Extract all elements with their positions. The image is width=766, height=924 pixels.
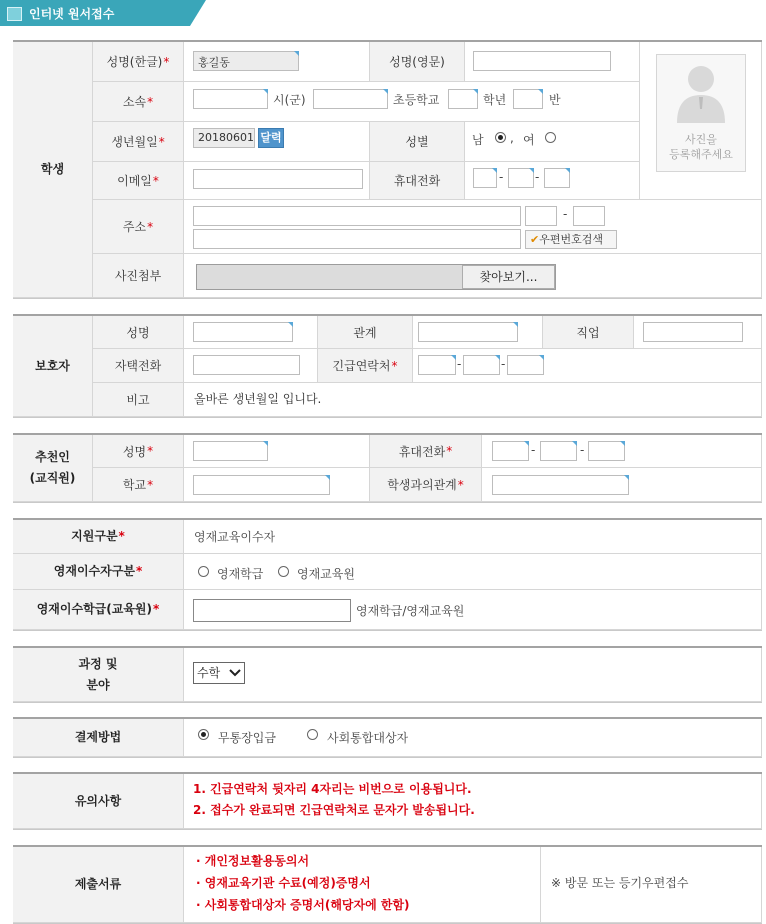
photo-placeholder-text1: 사진을 <box>685 133 717 146</box>
payment-opt1-radio[interactable] <box>198 729 209 740</box>
chevron-down-icon <box>229 669 241 677</box>
home-phone-label: 자택전화 <box>93 349 184 383</box>
emergency-label: 긴급연락처 * <box>318 349 413 383</box>
rec-relation-input[interactable] <box>492 475 629 495</box>
city-input[interactable] <box>193 89 268 109</box>
class-input[interactable] <box>513 89 543 109</box>
rec-mobile-label: 휴대전화 * <box>370 435 482 468</box>
mobile-3-input[interactable] <box>544 168 570 188</box>
course-label: 과정 및 분야 <box>13 648 184 702</box>
student-section-label: 학생 <box>13 42 93 298</box>
address-2-input[interactable] <box>193 229 521 249</box>
payment-label: 결제방법 <box>13 719 184 757</box>
apply-label: 지원구분 * <box>13 520 184 554</box>
affiliation-label: 소속 * <box>93 82 184 122</box>
gender-label: 성별 <box>370 122 465 162</box>
emergency-2-input[interactable] <box>463 355 500 375</box>
page-title: 인터넷 원서접수 <box>29 7 115 21</box>
name-kr-input[interactable]: 홍길동 <box>193 51 299 71</box>
menu-icon <box>7 7 22 21</box>
student-section <box>13 40 762 299</box>
class-suffix: 반 <box>549 93 561 107</box>
rec-school-label: 학교 * <box>93 468 184 502</box>
school-suffix: 초등학교 <box>393 93 440 107</box>
completion-opt1-label: 영재학급 <box>217 567 264 581</box>
payment-opt1-label: 무통장입금 <box>218 731 276 745</box>
apply-value: 영재교육이수자 <box>194 530 276 544</box>
mobile-label: 휴대전화 <box>370 162 465 200</box>
guardian-name-label: 성명 <box>93 316 184 349</box>
grade-suffix: 학년 <box>483 93 507 107</box>
recommender-section <box>13 433 762 503</box>
guardian-section-label: 보호자 <box>13 316 93 417</box>
completion-opt1-radio[interactable] <box>198 566 209 577</box>
person-silhouette-icon <box>657 55 745 129</box>
payment-opt2-label: 사회통합대상자 <box>327 731 409 745</box>
guardian-name-input[interactable] <box>193 322 293 342</box>
check-icon: ✔ <box>530 233 540 246</box>
city-suffix: 시(군) <box>273 93 306 107</box>
document-item1: · 개인정보활용동의서 <box>196 854 310 868</box>
rec-relation-label: 학생과의관계 * <box>370 468 482 502</box>
name-en-label: 성명(영문) <box>370 42 465 82</box>
course-select[interactable]: 수학 <box>193 662 245 684</box>
emergency-1-input[interactable] <box>418 355 456 375</box>
note-value: 올바른 생년월일 입니다. <box>194 392 322 406</box>
rec-mobile-2-input[interactable] <box>540 441 577 461</box>
school-input[interactable] <box>313 89 388 109</box>
browse-button[interactable]: 찾아보기... <box>462 265 555 289</box>
address-1-input[interactable] <box>193 206 521 226</box>
document-item3: · 사회통합대상자 증명서(해당자에 한함) <box>196 898 410 912</box>
rec-school-input[interactable] <box>193 475 330 495</box>
notice-line1: 1. 긴급연락처 뒷자리 4자리는 비번으로 이용됩니다. <box>193 782 472 796</box>
notice-label: 유의사항 <box>13 774 184 829</box>
email-input[interactable] <box>193 169 363 189</box>
photo-placeholder[interactable] <box>656 54 746 172</box>
gender-female-label: 여 <box>523 133 535 147</box>
gifted-class-hint: 영재학급/영재교육원 <box>356 604 465 618</box>
home-phone-input[interactable] <box>193 355 300 375</box>
submission-method: ※ 방문 또는 등기우편접수 <box>551 876 689 890</box>
name-en-input[interactable] <box>473 51 611 71</box>
rec-name-label: 성명 * <box>93 435 184 468</box>
mobile-2-input[interactable] <box>508 168 534 188</box>
completion-opt2-label: 영재교육원 <box>297 567 355 581</box>
course-section <box>13 646 762 703</box>
gifted-class-input[interactable] <box>193 599 351 622</box>
calendar-button[interactable]: 달력 <box>258 128 284 148</box>
zipcode-2-input[interactable] <box>573 206 605 226</box>
gifted-class-label: 영재이수학급(교육원) * <box>13 590 184 630</box>
zipcode-1-input[interactable] <box>525 206 557 226</box>
zip-search-button[interactable]: ✔우편번호검색 <box>525 230 617 249</box>
completion-label: 영재이수자구분 * <box>13 554 184 590</box>
emergency-3-input[interactable] <box>507 355 544 375</box>
recommender-section-label: 추천인 (교직원) <box>13 435 93 502</box>
birth-label: 생년월일 * <box>93 122 184 162</box>
guardian-relation-input[interactable] <box>418 322 518 342</box>
payment-opt2-radio[interactable] <box>307 729 318 740</box>
gender-male-radio[interactable] <box>495 132 506 143</box>
documents-label: 제출서류 <box>13 847 184 923</box>
email-label: 이메일 * <box>93 162 184 200</box>
completion-opt2-radio[interactable] <box>278 566 289 577</box>
note-label: 비고 <box>93 383 184 417</box>
guardian-job-input[interactable] <box>643 322 743 342</box>
address-label: 주소 * <box>93 200 184 254</box>
guardian-relation-label: 관계 <box>318 316 413 349</box>
name-kr-label: 성명(한글) * <box>93 42 184 82</box>
gender-female-radio[interactable] <box>545 132 556 143</box>
guardian-job-label: 직업 <box>543 316 634 349</box>
rec-name-input[interactable] <box>193 441 268 461</box>
photo-attach-label: 사진첨부 <box>93 254 184 298</box>
birth-input[interactable]: 20180601 <box>193 128 255 148</box>
notice-line2: 2. 접수가 완료되면 긴급연락처로 문자가 발송됩니다. <box>193 803 475 817</box>
rec-mobile-3-input[interactable] <box>588 441 625 461</box>
grade-input[interactable] <box>448 89 478 109</box>
gender-male-label: 남 <box>472 133 484 147</box>
document-item2: · 영재교육기관 수료(예정)증명서 <box>196 876 371 890</box>
rec-mobile-1-input[interactable] <box>492 441 529 461</box>
mobile-1-input[interactable] <box>473 168 497 188</box>
photo-placeholder-text2: 등록해주세요 <box>669 148 733 161</box>
